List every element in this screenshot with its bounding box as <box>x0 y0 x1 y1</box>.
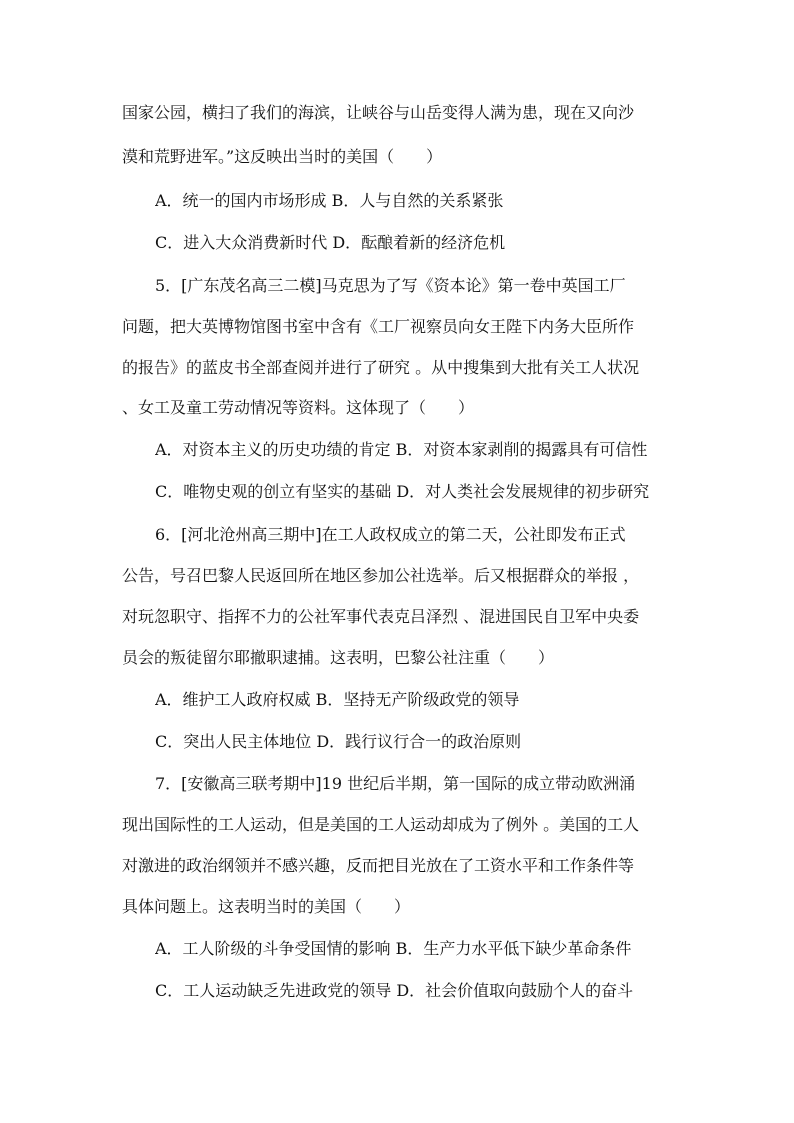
question-stem: 具体问题上。这表明当时的美国（ ） <box>122 897 411 916</box>
option-line: C．突出人民主体地位 D．践行议行合一的政治原则 <box>155 732 522 751</box>
text-line: 对激进的政治纲领并不感兴趣，反而把目光放在了工资水平和工作条件等 <box>122 856 635 875</box>
option-line: A．工人阶级的斗争受国情的影响 B．生产力水平低下缺少革命条件 <box>155 939 632 958</box>
question-stem: 漠和荒野进军。”这反映出当时的美国（ ） <box>122 147 443 166</box>
text-line: 公告，号召巴黎人民返回所在地区参加公社选举。后又根据群众的举报 ， <box>122 566 640 585</box>
option-line: A．统一的国内市场形成 B．人与自然的关系紧张 <box>155 191 504 210</box>
option-line: C．工人运动缺乏先进政党的领导 D．社会价值取向鼓励个人的奋斗 <box>155 981 634 1000</box>
question-stem: 、女工及童工劳动情况等资料。这体现了（ ） <box>122 398 475 417</box>
option-line: A．维护工人政府权威 B．坚持无产阶级政党的领导 <box>155 690 520 709</box>
text-line: 问题，把大英博物馆图书室中含有《工厂视察员向女王陛下内务大臣所作 <box>122 317 635 336</box>
text-line: 对玩忽职守、指挥不力的公社军事代表克吕泽烈 、混进国民自卫军中央委 <box>122 607 640 626</box>
question-header: 6．[河北沧州高三期中]在工人政权成立的第二天，公社即发布正式 <box>155 525 626 544</box>
option-line: A．对资本主义的历史功绩的肯定 B．对资本家剥削的揭露具有可信性 <box>155 440 648 459</box>
question-stem: 员会的叛徒留尔耶撤职逮捕。这表明，巴黎公社注重（ ） <box>122 648 555 667</box>
question-header: 7．[安徽高三联考期中]19 世纪后半期，第一国际的成立带动欧洲涌 <box>155 774 636 793</box>
text-line: 国家公园，横扫了我们的海滨，让峡谷与山岳变得人满为患，现在又向沙 <box>122 103 635 122</box>
option-line: C．进入大众消费新时代 D．酝酿着新的经济危机 <box>155 233 506 252</box>
text-line: 现出国际性的工人运动，但是美国的工人运动却成为了例外 。美国的工人 <box>122 815 640 834</box>
question-header: 5．[广东茂名高三二模]马克思为了写《资本论》第一卷中英国工厂 <box>155 276 626 295</box>
text-line: 的报告》的蓝皮书全部查阅并进行了研究 。从中搜集到大批有关工人状况 <box>122 358 640 377</box>
option-line: C．唯物史观的创立有坚实的基础 D．对人类社会发展规律的初步研究 <box>155 482 650 501</box>
